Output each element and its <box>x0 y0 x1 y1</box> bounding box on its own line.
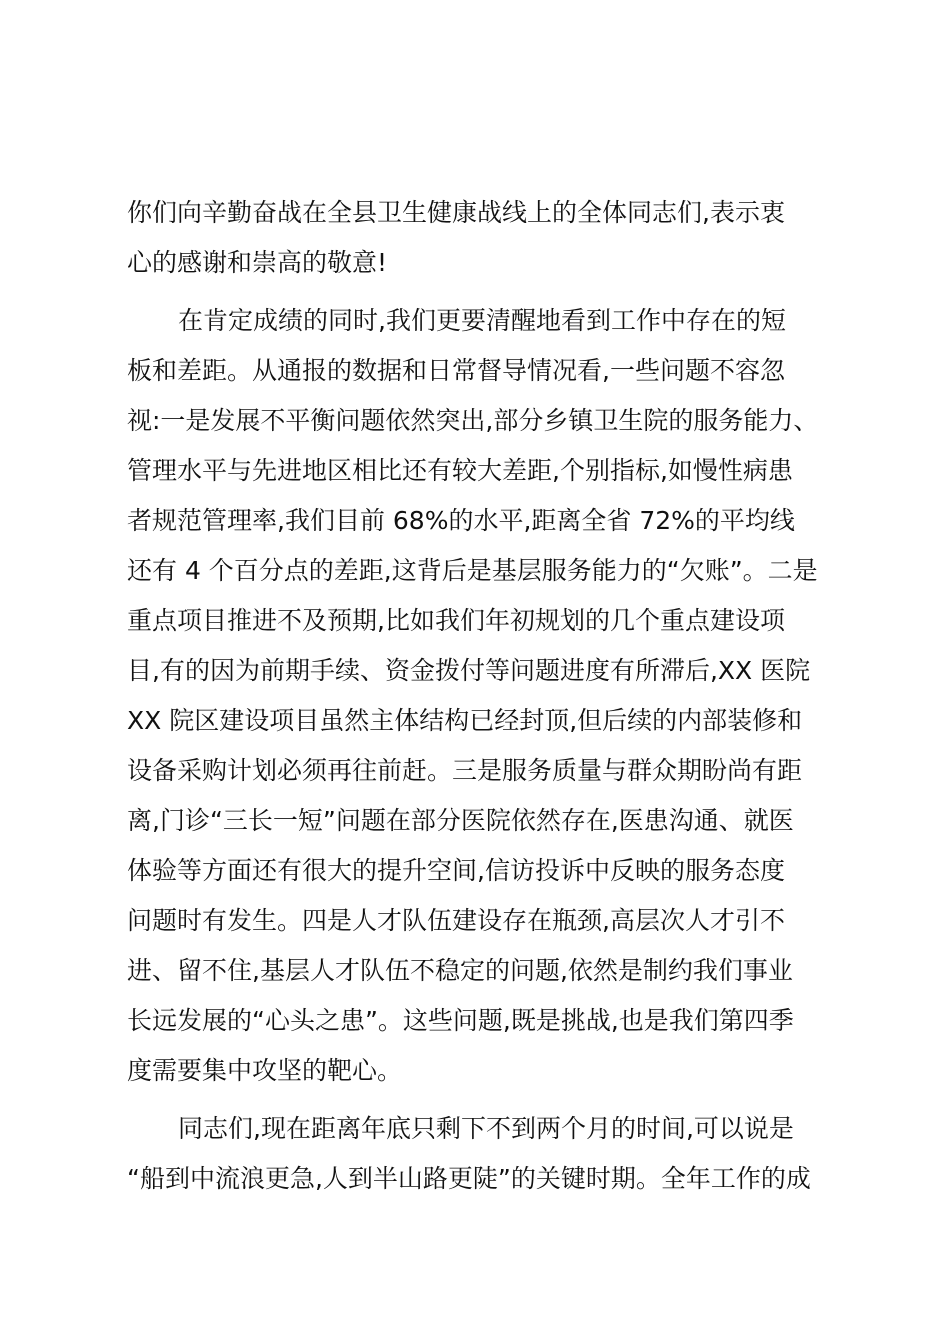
text-line: XX 院区建设项目虽然主体结构已经封顶,但后续的内部装修和 <box>127 706 803 735</box>
text-line: 还有 4 个百分点的差距,这背后是基层服务能力的“欠账”。二是 <box>127 556 818 585</box>
text-line: 者规范管理率,我们目前 68%的水平,距离全省 72%的平均线 <box>127 506 795 535</box>
text-line: 问题时有发生。四是人才队伍建设存在瓶颈,高层次人才引不 <box>127 906 785 935</box>
text-line: 离,门诊“三长一短”问题在部分医院依然存在,医患沟通、就医 <box>127 806 794 835</box>
text-line: 你们向辛勤奋战在全县卫生健康战线上的全体同志们,表示衷 <box>127 198 785 227</box>
text-line: 板和差距。从通报的数据和日常督导情况看,一些问题不容忽 <box>127 356 785 385</box>
text-line: 管理水平与先进地区相比还有较大差距,个别指标,如慢性病患 <box>127 456 793 485</box>
text-line: 目,有的因为前期手续、资金拨付等问题进度有所滞后,XX 医院 <box>127 656 811 685</box>
text-line: “船到中流浪更急,人到半山路更陡”的关键时期。全年工作的成 <box>127 1164 811 1193</box>
text-line: 同志们,现在距离年底只剩下不到两个月的时间,可以说是 <box>178 1114 794 1143</box>
text-line: 度需要集中攻坚的靶心。 <box>127 1056 403 1085</box>
text-line: 设备采购计划必须再往前赶。三是服务质量与群众期盼尚有距 <box>127 756 803 785</box>
text-line: 重点项目推进不及预期,比如我们年初规划的几个重点建设项 <box>127 606 785 635</box>
text-line: 体验等方面还有很大的提升空间,信访投诉中反映的服务态度 <box>127 856 785 885</box>
text-line: 视:一是发展不平衡问题依然突出,部分乡镇卫生院的服务能力、 <box>127 406 819 435</box>
text-line: 长远发展的“心头之患”。这些问题,既是挑战,也是我们第四季 <box>127 1006 794 1035</box>
text-line: 心的感谢和崇高的敬意! <box>127 248 388 277</box>
text-line: 进、留不住,基层人才队伍不稳定的问题,依然是制约我们事业 <box>127 956 793 985</box>
text-line: 在肯定成绩的同时,我们更要清醒地看到工作中存在的短 <box>178 306 786 335</box>
